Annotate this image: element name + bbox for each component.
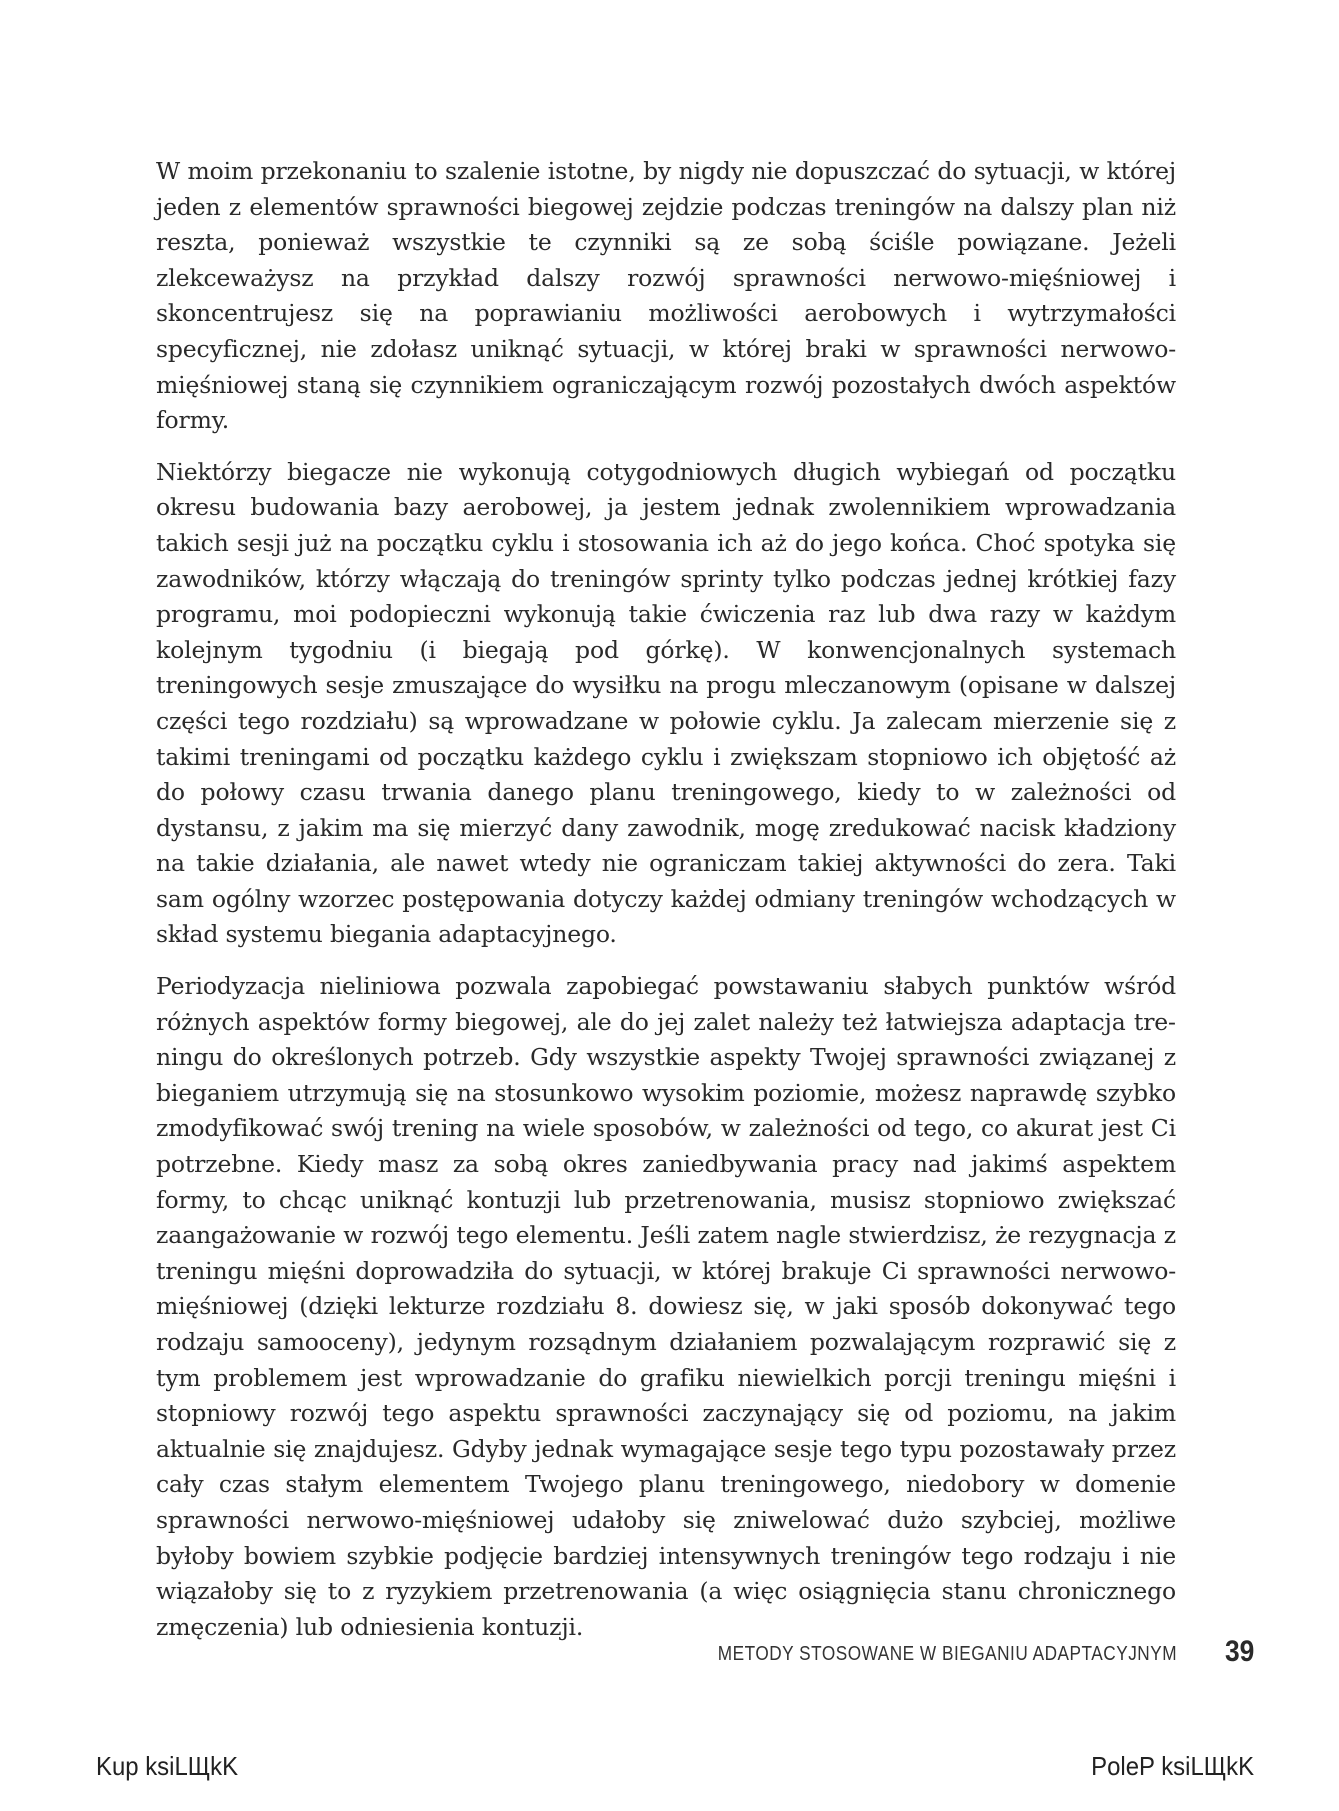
- paragraph-2: Niektórzy biegacze nie wykonują cotygodniowych długich wybiegań od początku okresu budowania bazy aerobowej, ja jestem jednak zwolennikiem wprowadzania takich sesji już na początku cyklu i stosowania ich aż do jego końca. Choć spotyka się zawodników, którzy włączają do treningów sprinty tylko podczas jednej krótkiej fazy programu, moi podopieczni wykonują takie ćwiczenia raz lub dwa razy w każdym kolejnym tygodniu (i biegają pod górkę). W konwencjonalnych systemach treningowych sesje zmuszające do wysiłku na progu mleczanowym (opisane w dalszej części tego rozdziału) są wprowadzane w połowie cyklu. Ja zalecam mierzenie się z takimi treningami od początku każdego cyklu i zwiększam stopniowo ich objętość aż do połowy czasu trwania danego planu treningowego, kiedy to w zależności od dystansu, z jakim ma się mierzyć dany zawodnik, mogę zredukować nacisk kładziony na takie działania, ale nawet wtedy nie ograniczam takiej aktywności do zera. Taki sam ogólny wzorzec postępowania dotyczy każdej odmiany treningów wchodzących w skład systemu biegania adaptacyjnego.: [156, 457, 1176, 949]
- paragraph-1: W moim przekonaniu to szalenie istotne, by nigdy nie dopuszczać do sytuacji, w której jeden z elementów sprawności biegowej zejdzie podczas treningów na dalszy plan niż reszta, ponieważ wszystkie te czynniki są ze sobą ściśle powiązane. Jeżeli zlekceważysz na przykład dalszy rozwój sprawności nerwowo-mięśniowej i skoncentrujesz się na poprawianiu możliwości aerobowych i wytrzymałości specyficznej, nie zdołasz uniknąć sytuacji, w której braki w sprawności nerwowo-mięśniowej staną się czynnikiem ograniczającym rozwój pozostałych dwóch aspektów formy.: [156, 157, 1176, 435]
- running-title: METODY STOSOWANE W BIEGANIU ADAPTACYJNYM: [717, 1643, 1177, 1665]
- page-footer: [0, 1633, 1339, 1673]
- recommend-book-link[interactable]: PoleP ksiLЩkK: [1091, 1751, 1254, 1781]
- body-text: [156, 154, 1176, 1661]
- paragraph-3: Periodyzacja nieliniowa pozwala zapobiegać powstawaniu słabych punktów wśród różnych aspektów formy biegowej, ale do jej zalet należy też łatwiejsza adaptacja treningu do określonych potrzeb. Gdy wszystkie aspekty Twojej sprawności związanej z bieganiem utrzymują się na stosunkowo wysokim poziomie, możesz naprawdę szybko zmodyfikować swój trening na wiele sposobów, w zależności od tego, co akurat jest Ci potrzebne. Kiedy masz za sobą okres zaniedbywania pracy nad jakimś aspektem formy, to chcąc uniknąć kontuzji lub przetrenowania, musisz stopniowo zwiększać zaangażowanie w rozwój tego elementu. Jeśli zatem nagle stwierdzisz, że rezygnacja z treningu mięśni doprowadziła do sytuacji, w której brakuje Ci sprawności nerwowo-mięśniowej (dzięki lekturze rozdziału 8. dowiesz się, w jaki sposób dokonywać tego rodzaju samooceny), jedynym rozsądnym działaniem pozwalającym rozprawić się z tym problemem jest wprowadzanie do grafiku niewielkich porcji treningu mięśni i stopniowy rozwój tego aspektu sprawności zaczynający się od poziomu, na jakim aktualnie się znajdujesz. Gdyby jednak wymagające sesje tego typu pozostawały przez cały czas stałym elementem Twojego planu treningowego, niedobory w domenie sprawności nerwowo-mięśniowej udałoby się zniwelować dużo szybciej, możliwe byłoby bowiem szybkie podjęcie bardziej intensywnych treningów tego rodzaju i nie wiązałoby się to z ryzykiem przetrenowania (a więc osiągnięcia stanu chronicznego zmęczenia) lub odniesienia kontuzji.: [156, 972, 1176, 1641]
- buy-book-link[interactable]: Kup ksiLЩkK: [96, 1751, 239, 1781]
- page-number: 39: [1224, 1635, 1254, 1668]
